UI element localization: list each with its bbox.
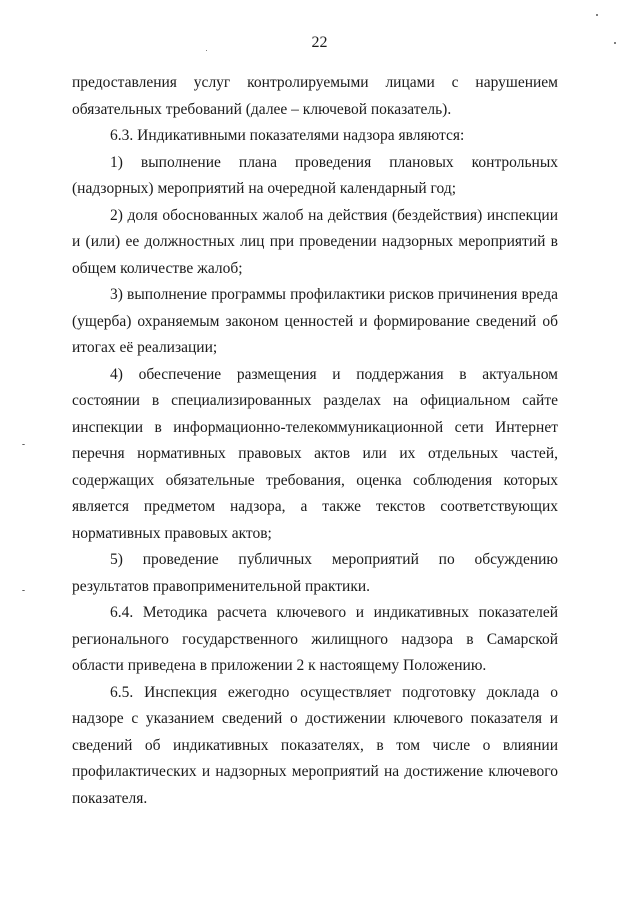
scan-speck xyxy=(596,14,598,16)
scan-speck xyxy=(614,42,616,44)
paragraph-item-3: 3) выполнение программы профилактики рисков причинения вреда (ущерба) охраняемым законом ценностей и формирование сведений об итогах её реализации; xyxy=(72,286,558,356)
scan-speck xyxy=(206,50,207,51)
scan-speck xyxy=(22,444,25,445)
paragraph-item-5: 5) проведение публичных мероприятий по обсуждению результатов правоприменительной практики. xyxy=(72,551,558,595)
paragraph-item-2: 2) доля обоснованных жалоб на действия (бездействия) инспекции и (или) ее должностных лиц при проведении надзорных мероприятий в общем количестве жалоб; xyxy=(72,206,558,277)
paragraph-6-5: 6.5. Инспекция ежегодно осуществляет подготовку доклада о надзоре с указанием сведений о достижении ключевого показателя и сведений об индикативных показателях, в том числе о влиянии профилактических и надзорных мероприятий на достижение ключевого показателя. xyxy=(72,683,558,807)
page-number: 22 xyxy=(311,34,328,51)
document-body xyxy=(72,70,558,812)
paragraph-6-3-heading: 6.3. Индикативными показателями надзора являются: xyxy=(110,127,465,144)
paragraph-continuation: предоставления услуг контролируемыми лицами с нарушением обязательных требований (далее – ключевой показатель). xyxy=(72,74,558,118)
scan-speck xyxy=(22,590,25,591)
paragraph-item-1: 1) выполнение плана проведения плановых контрольных (надзорных) мероприятий на очередной календарный год; xyxy=(72,153,558,197)
paragraph-item-4: 4) обеспечение размещения и поддержания в актуальном состоянии в специализированных разделах на официальном сайте инспекции в информационно-телекоммуникационной сети Интернет перечня нормативных правовых актов или их отдельных частей, содержащих обязательные требования, оценка соблюдения которых является предметом надзора, а также текстов соответствующих нормативных правовых актов; xyxy=(72,365,558,542)
paragraph-6-4: 6.4. Методика расчета ключевого и индикативных показателей регионального государственного жилищного надзора в Самарской области приведена в приложении 2 к настоящему Положению. xyxy=(72,604,558,674)
